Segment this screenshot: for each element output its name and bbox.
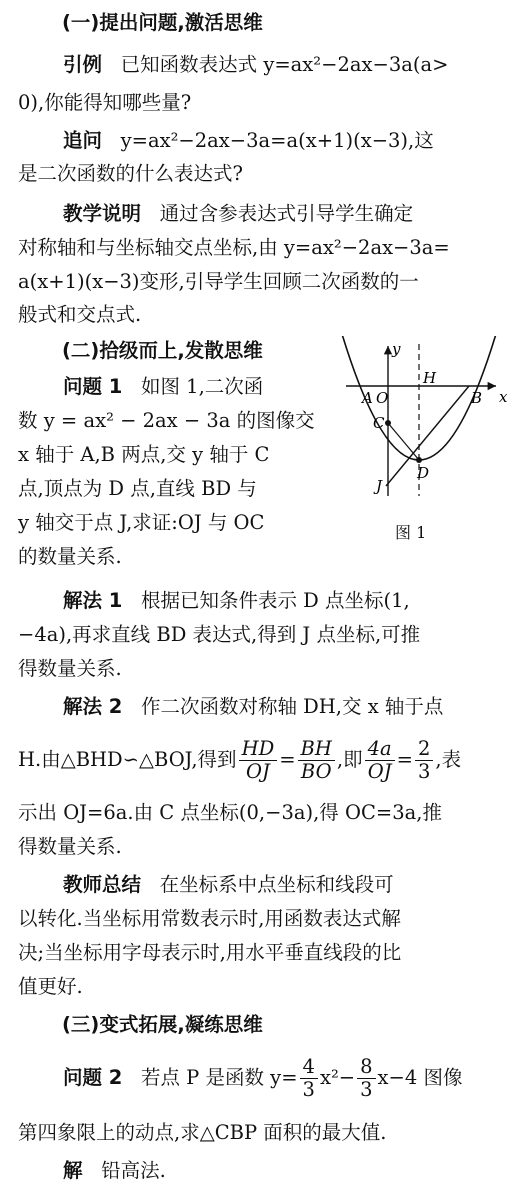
solution-text: 铅高法.: [101, 1159, 166, 1182]
solution-label: 解: [63, 1159, 83, 1182]
section-2-heading: (二)拾级而上,发散思维: [62, 339, 263, 362]
q1-text-1: 如图 1,二次函: [140, 375, 264, 398]
q1-label: 问题 1: [63, 375, 123, 398]
q1-line-5: y 轴交于点 J,求证:OJ 与 OC: [18, 511, 265, 534]
s2-line-4: 得数量关系.: [18, 835, 122, 858]
note-line-4: 般式和交点式.: [18, 303, 142, 326]
section-3-heading: (三)变式拓展,凝练思维: [62, 1013, 263, 1036]
label-o: O: [376, 389, 389, 407]
summary-line-1: [63, 872, 503, 898]
s2-text-2c: ,表: [435, 748, 462, 771]
point-d: [416, 457, 422, 463]
note-line-2: 对称轴和与坐标轴交点坐标,由 y=ax²−2ax−3a=: [18, 236, 450, 259]
example-line-2: 0),你能得知哪些量?: [18, 91, 192, 114]
follow-line-2: 是二次函数的什么表达式?: [18, 162, 243, 185]
fraction-hd-oj: $\frac{HD}{OJ}$: [239, 738, 278, 783]
label-a: A: [362, 389, 373, 407]
label-x: x: [499, 388, 508, 406]
s2-line-1: [63, 694, 503, 720]
s1-line-3: 得数量关系.: [18, 657, 122, 680]
label-h: H: [423, 369, 437, 387]
note-text-1: 通过含参表达式引导学生确定: [159, 202, 414, 225]
summary-label: 教师总结: [63, 873, 142, 896]
example-label: 引例: [63, 53, 103, 76]
note-line-3: a(x+1)(x−3)变形,引导学生回顾二次函数的一: [18, 270, 419, 293]
equals-1: =: [279, 748, 296, 771]
label-c: C: [373, 414, 385, 432]
summary-line-3: 决;当坐标用字母表示时,用水平垂直线段的比: [18, 941, 402, 964]
s1-line-2: −4a),再求直线 BD 表达式,得到 J 点坐标,可推: [18, 623, 421, 646]
label-d: D: [417, 464, 430, 482]
q2-line-1: [63, 1052, 503, 1104]
q1-line-3: x 轴于 A,B 两点,交 y 轴于 C: [18, 443, 270, 466]
section-1-heading: (一)提出问题,激活思维: [62, 11, 263, 34]
follow-line-1: [63, 128, 503, 154]
follow-label: 追问: [63, 129, 103, 152]
q2-line-2: 第四象限上的动点,求△CBP 面积的最大值.: [18, 1121, 387, 1144]
label-b: B: [471, 389, 483, 407]
s2-text-1: 作二次函数对称轴 DH,交 x 轴于点: [140, 695, 444, 718]
fraction-4a-oj: $\frac{4a}{OJ}$: [365, 738, 395, 783]
figure-caption: 图 1: [395, 523, 427, 542]
s2-label: 解法 2: [63, 695, 123, 718]
fraction-bh-bo: $\frac{BH}{BO}$: [298, 738, 335, 783]
fraction-2-3: $\frac{2}{3}$: [415, 738, 433, 783]
q1-line-4: 点,顶点为 D 点,直线 BD 与: [18, 477, 257, 500]
q2-text-c: x−4 图像: [377, 1066, 463, 1089]
note-label: 教学说明: [63, 202, 142, 225]
q1-line-6: 的数量关系.: [18, 545, 122, 568]
label-j: J: [376, 477, 383, 495]
q2-label: 问题 2: [63, 1066, 123, 1089]
figure-1-parabola-diagram: [338, 336, 508, 516]
s1-line-1: [63, 588, 503, 614]
summary-line-4: 值更好.: [18, 975, 83, 998]
q2-text-a: 若点 P 是函数 y=: [140, 1066, 298, 1089]
example-text-1: 已知函数表达式 y=ax²−2ax−3a(a>: [120, 53, 449, 76]
follow-text-1: y=ax²−2ax−3a=a(x+1)(x−3),这: [120, 129, 434, 152]
q2-text-b: x²−: [319, 1066, 356, 1089]
note-line-1: [63, 201, 503, 227]
q1-line-1: [63, 374, 325, 400]
s1-label: 解法 1: [63, 589, 123, 612]
s1-text-1: 根据已知条件表示 D 点坐标(1,: [140, 589, 410, 612]
q1-line-2: 数 y = ax² − 2ax − 3a 的图像交: [18, 409, 315, 432]
label-y: y: [392, 340, 401, 358]
fraction-4-3: $\frac{4}{3}$: [300, 1056, 318, 1101]
solution-line: [63, 1158, 503, 1184]
s2-line-2: [18, 734, 503, 786]
point-c: [385, 420, 391, 426]
s2-text-2b: ,即: [336, 748, 363, 771]
example-line-1: [63, 52, 503, 78]
summary-text-1: 在坐标系中点坐标和线段可: [159, 873, 394, 896]
s2-text-2a: H.由△BHD∽△BOJ,得到: [18, 748, 237, 771]
equals-2: =: [396, 748, 413, 771]
summary-line-2: 以转化.当坐标用常数表示时,用函数表达式解: [18, 907, 401, 930]
s2-line-3: 示出 OJ=6a.由 C 点坐标(0,−3a),得 OC=3a,推: [18, 801, 442, 824]
fraction-8-3: $\frac{8}{3}$: [357, 1056, 375, 1101]
